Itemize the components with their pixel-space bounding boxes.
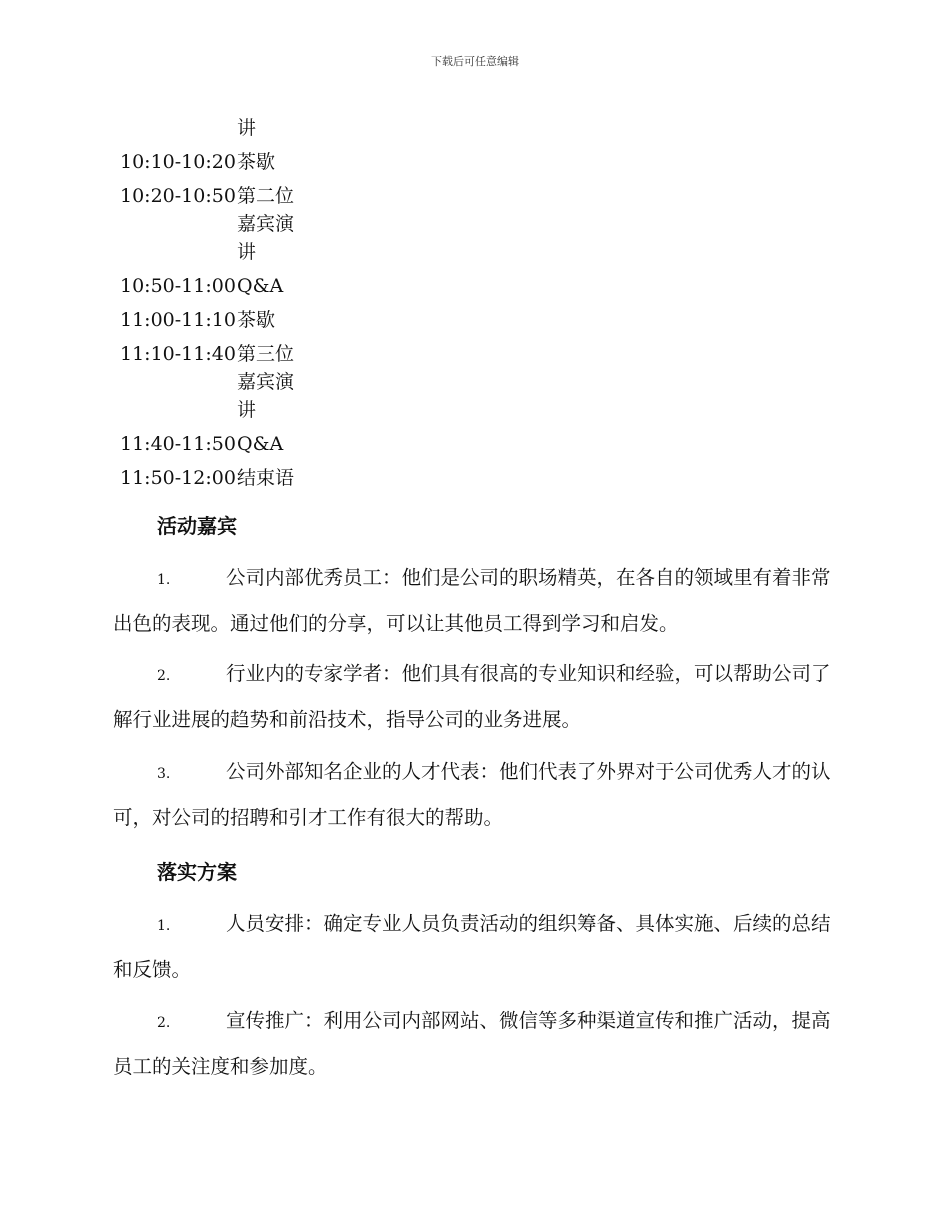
schedule-activity: 茶歇 — [237, 309, 276, 331]
guest-item — [113, 750, 835, 840]
schedule-activity: 讲 — [237, 117, 257, 139]
schedule-time — [120, 114, 237, 142]
schedule-activity: 第二位 嘉宾演 讲 — [237, 185, 295, 263]
schedule-row — [120, 114, 307, 142]
schedule-row — [120, 464, 307, 492]
section-title-guests: 活动嘉宾 — [157, 514, 237, 538]
schedule-table — [120, 114, 307, 492]
plan-item-text: 宣传推广：利用公司内部网站、微信等多种渠道宣传和推广活动，提高员工的关注度和参加度。 — [113, 1009, 831, 1078]
guest-item-text: 行业内的专家学者：他们具有很高的专业知识和经验，可以帮助公司了解行业进展的趋势和前沿技术，指导公司的业务进展。 — [113, 662, 831, 731]
guest-item — [113, 652, 835, 742]
schedule-activity: 茶歇 — [237, 151, 276, 173]
schedule-row — [120, 272, 307, 300]
schedule-activity: Q&A — [237, 433, 284, 455]
schedule-row — [120, 306, 307, 334]
schedule-time: 11:50-12:00 — [120, 467, 236, 489]
schedule-row — [120, 430, 307, 458]
schedule-row — [120, 182, 307, 266]
plan-item — [113, 999, 835, 1089]
schedule-row — [120, 340, 307, 424]
schedule-time: 11:40-11:50 — [120, 433, 236, 455]
schedule-time: 10:20-10:50 — [120, 185, 236, 207]
list-number: 1. — [157, 572, 171, 588]
guest-item-text: 公司外部知名企业的人才代表：他们代表了外界对于公司优秀人才的认可，对公司的招聘和引才工作有很大的帮助。 — [113, 760, 831, 829]
schedule-activity: Q&A — [237, 275, 284, 297]
guest-item-text: 公司内部优秀员工：他们是公司的职场精英，在各自的领域里有着非常出色的表现。通过他们的分享，可以让其他员工得到学习和启发。 — [113, 566, 831, 635]
schedule-time: 10:50-11:00 — [120, 275, 236, 297]
schedule-time: 10:10-10:20 — [120, 151, 236, 173]
schedule-time: 11:10-11:40 — [120, 343, 236, 365]
schedule-activity: 结束语 — [237, 467, 295, 489]
list-number: 2. — [157, 668, 171, 684]
schedule-activity: 第三位 嘉宾演 讲 — [237, 343, 295, 421]
guest-item — [113, 556, 835, 646]
list-number: 3. — [157, 766, 171, 782]
page-header: 下载后可任意编辑 — [431, 55, 519, 68]
plan-item-text: 人员安排：确定专业人员负责活动的组织筹备、具体实施、后续的总结和反馈。 — [113, 912, 831, 981]
section-title-plan: 落实方案 — [157, 860, 237, 884]
plan-item — [113, 902, 835, 992]
list-number: 1. — [157, 918, 171, 934]
schedule-row — [120, 148, 307, 176]
schedule-time: 11:00-11:10 — [120, 309, 236, 331]
list-number: 2. — [157, 1015, 171, 1031]
